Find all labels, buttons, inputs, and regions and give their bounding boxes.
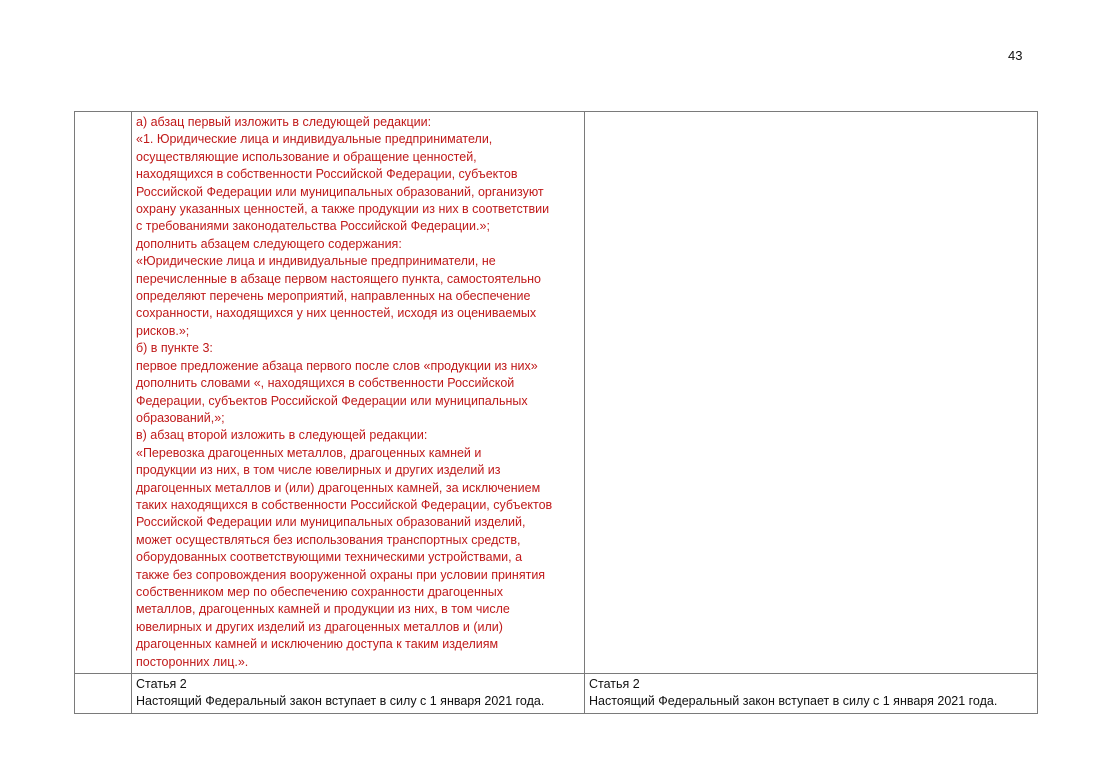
- comparison-cell-empty: [585, 112, 1038, 674]
- amendment-line: таких находящихся в собственности Российской Федерации, субъектов: [136, 497, 553, 512]
- amendment-line: продукции из них, в том числе ювелирных и других изделий из: [136, 463, 501, 478]
- amendment-line: Российской Федерации или муниципальных образований, организуют: [136, 184, 544, 199]
- article-heading: Статья 2: [136, 677, 187, 691]
- amendment-line: «1. Юридические лица и индивидуальные предприниматели,: [136, 132, 493, 147]
- amendment-line: находящихся в собственности Российской Федерации, субъектов: [136, 167, 518, 182]
- amendment-line: также без сопровождения вооруженной охраны при условии принятия: [136, 567, 546, 582]
- amendment-line: в) абзац второй изложить в следующей редакции:: [136, 428, 428, 443]
- amendment-text-cell: [132, 112, 585, 674]
- amendment-line: собственником мер по обеспечению сохранности драгоценных: [136, 584, 504, 599]
- amendment-line: б) в пункте 3:: [136, 341, 213, 356]
- amendment-line: сохранности, находящихся у них ценностей, исходя из оцениваемых: [136, 306, 537, 321]
- article-2-cell-left: [132, 674, 585, 714]
- amendment-line: посторонних лиц.».: [136, 654, 249, 669]
- amendment-text: [136, 114, 580, 671]
- amendment-line: охрану указанных ценностей, а также продукции из них в соответствии: [136, 202, 550, 217]
- amendment-line: Российской Федерации или муниципальных образований изделий,: [136, 515, 526, 530]
- row-number-cell: [75, 112, 132, 674]
- amendment-line: металлов, драгоценных камней и продукции из них, в том числе: [136, 602, 510, 617]
- amendment-line: «Перевозка драгоценных металлов, драгоценных камней и: [136, 445, 482, 460]
- article-text: Настоящий Федеральный закон вступает в силу с 1 января 2021 года.: [136, 694, 545, 709]
- amendment-line: первое предложение абзаца первого после слов «продукции из них»: [136, 358, 538, 373]
- article-2-cell-right: [585, 674, 1038, 714]
- amendment-line: рисков.»;: [136, 323, 190, 338]
- amendment-line: определяют перечень мероприятий, направленных на обеспечение: [136, 289, 531, 304]
- article-text: Настоящий Федеральный закон вступает в силу с 1 января 2021 года.: [589, 694, 998, 709]
- amendment-line: драгоценных камней и исключению доступа к таким изделиям: [136, 637, 499, 652]
- amendment-line: ювелирных и других изделий из драгоценных металлов и (или): [136, 619, 503, 634]
- comparison-table: [74, 111, 1038, 714]
- amendment-line: оборудованных соответствующими техническими устройствами, а: [136, 550, 523, 565]
- amendment-line: дополнить словами «, находящихся в собственности Российской: [136, 376, 515, 391]
- amendment-line: «Юридические лица и индивидуальные предприниматели, не: [136, 254, 496, 269]
- amendment-line: может осуществляться без использования транспортных средств,: [136, 532, 521, 547]
- amendment-line: перечисленные в абзаце первом настоящего пункта, самостоятельно: [136, 271, 541, 286]
- amendment-line: с требованиями законодательства Российской Федерации.»;: [136, 219, 490, 234]
- table-row-amendments: [75, 112, 1038, 674]
- amendment-line: осуществляющие использование и обращение ценностей,: [136, 149, 477, 164]
- amendment-line: а) абзац первый изложить в следующей редакции:: [136, 115, 432, 129]
- amendment-line: дополнить абзацем следующего содержания:: [136, 236, 402, 251]
- amendment-line: образований,»;: [136, 410, 225, 425]
- row-number-cell: [75, 674, 132, 714]
- amendment-line: драгоценных металлов и (или) драгоценных камней, за исключением: [136, 480, 541, 495]
- table-row-article-2: [75, 674, 1038, 714]
- page-number: 43: [1008, 48, 1023, 63]
- amendment-line: Федерации, субъектов Российской Федерации или муниципальных: [136, 393, 528, 408]
- article-heading: Статья 2: [589, 677, 640, 691]
